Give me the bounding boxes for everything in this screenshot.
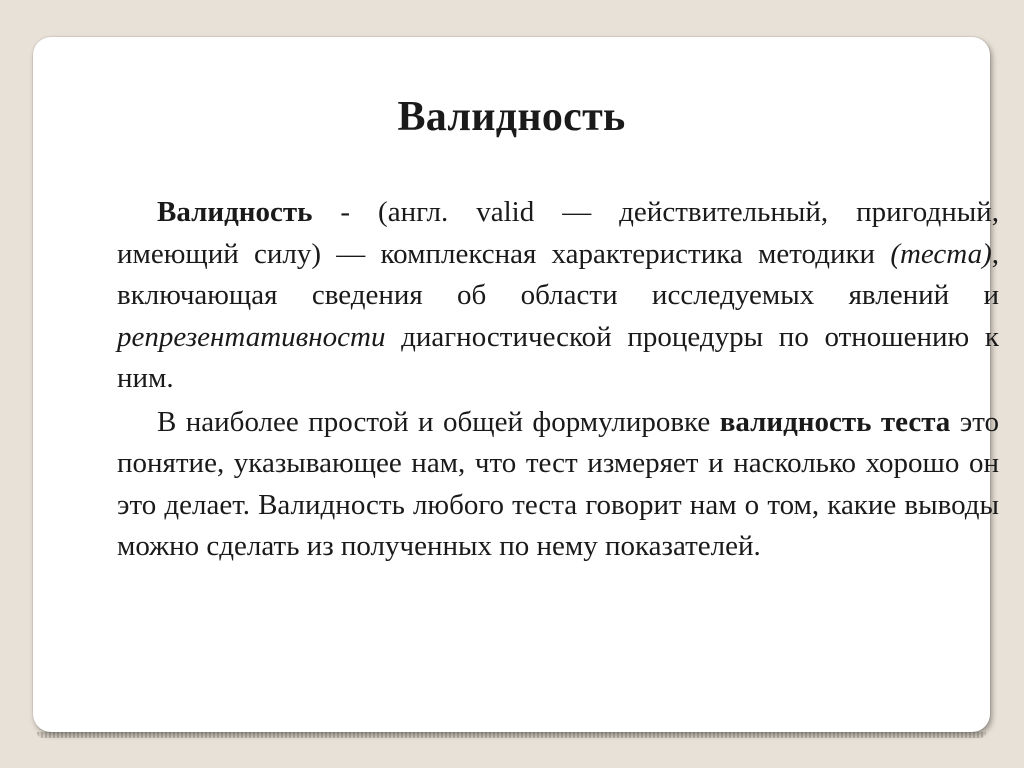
term-test-validity: валидность теста (719, 405, 951, 438)
formulation-text-2: это понятие, указывающее нам, что тест измеряет и насколько хорошо он это делает. Валидность любого теста говорит нам о том, какие выводы можно сделать из полученных по нему показателей. (117, 405, 999, 562)
italic-representativeness: репрезентативности (117, 320, 386, 353)
definition-text-3: диагностической процедуры по отношению к ним. (117, 320, 999, 394)
term-validity: Валидность (157, 196, 313, 228)
definition-text-1: - (англ. valid — действительный, пригодный, имеющий силу) — комплексная характеристика методики (117, 196, 999, 270)
slide-frame (33, 37, 999, 732)
formulation-paragraph (117, 402, 999, 568)
definition-paragraph (117, 192, 999, 400)
slide-body (117, 192, 999, 570)
italic-test: (теста) (890, 237, 992, 270)
formulation-text-1: В наиболее простой и общей формулировке (157, 405, 720, 438)
slide-title: Валидность (397, 94, 626, 140)
definition-text-2: , включающая сведения об области исследуемых явлений и (117, 237, 999, 311)
